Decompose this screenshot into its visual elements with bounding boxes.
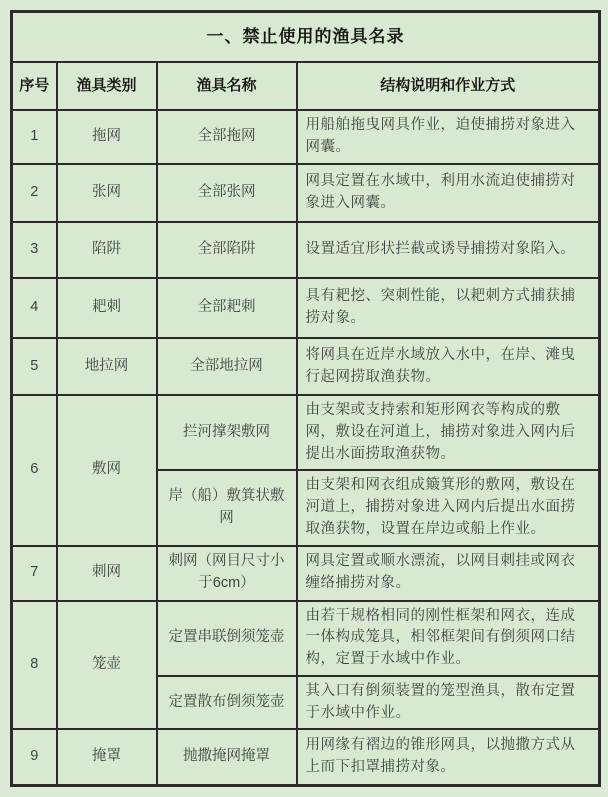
gear-description-cell: 由支架和网衣组成簸箕形的敷网，敷设在河道上，捕捞对象进入网内后提出水面捞取渔获物，设置在岸边或船上作业。 [297,470,600,545]
gear-description-cell: 将网具在近岸水域放入水中，在岸、滩曳行起网捞取渔获物。 [297,338,600,395]
row-number-cell: 7 [12,546,57,601]
gear-description-cell: 网具定置在水域中，利用水流迫使捕捞对象进入网囊。 [297,164,600,222]
gear-name-cell: 拦河撑架敷网 [157,395,297,470]
row-number-cell: 2 [12,164,57,222]
column-header-desc: 结构说明和作业方式 [297,62,600,110]
gear-category-cell: 拖网 [57,110,157,164]
gear-name-cell: 岸（船）敷箕状敷网 [157,470,297,545]
gear-category-cell: 刺网 [57,546,157,601]
gear-description-cell: 设置适宜形状拦截或诱导捕捞对象陷入。 [297,222,600,278]
gear-category-cell: 笼壶 [57,601,157,730]
gear-name-cell: 全部耙刺 [157,278,297,338]
gear-category-cell: 敷网 [57,395,157,546]
row-number-cell: 8 [12,601,57,730]
column-header-no: 序号 [12,62,57,110]
row-number-cell: 4 [12,278,57,338]
gear-description-cell: 由支架或支持索和矩形网衣等构成的敷网，敷设在河道上，捕捞对象进入网内后提出水面捞取渔获物。 [297,395,600,470]
gear-category-cell: 张网 [57,164,157,222]
gear-name-cell: 抛撒掩网掩罩 [157,729,297,785]
row-number-cell: 9 [12,729,57,785]
table-row [12,395,600,470]
table-row [12,546,600,601]
gear-name-cell: 全部地拉网 [157,338,297,395]
gear-name-cell: 全部拖网 [157,110,297,164]
gear-description-cell: 用船舶拖曳网具作业，迫使捕捞对象进入网囊。 [297,110,600,164]
table-row [12,222,600,278]
gear-category-cell: 地拉网 [57,338,157,395]
gear-description-cell: 网具定置或顺水漂流，以网目刺挂或网衣缠络捕捞对象。 [297,546,600,601]
gear-category-cell: 陷阱 [57,222,157,278]
gear-name-cell: 全部张网 [157,164,297,222]
table-row [12,338,600,395]
table-row [12,601,600,676]
table-row [12,164,600,222]
table-row [12,278,600,338]
gear-category-cell: 掩罩 [57,729,157,785]
title-row [12,12,600,63]
table-row [12,729,600,785]
column-header-category: 渔具类别 [57,62,157,110]
prohibited-fishing-gear-table [10,10,601,787]
gear-description-cell: 具有耙挖、突刺性能，以耙刺方式捕获捕捞对象。 [297,278,600,338]
gear-description-cell: 由若干规格相同的刚性框架和网衣，连成一体构成笼具，相邻框架间有倒须网口结构，定置于水域中作业。 [297,601,600,676]
gear-name-cell: 定置串联倒须笼壶 [157,601,297,676]
gear-name-cell: 定置散布倒须笼壶 [157,676,297,730]
gear-name-cell: 刺网（网目尺寸小于6cm） [157,546,297,601]
column-header-name: 渔具名称 [157,62,297,110]
gear-name-cell: 全部陷阱 [157,222,297,278]
table-title: 一、禁止使用的渔具名录 [12,12,600,63]
header-row [12,62,600,110]
row-number-cell: 1 [12,110,57,164]
gear-description-cell: 用网缘有褶边的锥形网具，以抛撒方式从上而下扣罩捕捞对象。 [297,729,600,785]
row-number-cell: 6 [12,395,57,546]
gear-category-cell: 耙刺 [57,278,157,338]
row-number-cell: 5 [12,338,57,395]
table-row [12,110,600,164]
gear-description-cell: 其入口有倒须装置的笼型渔具，散布定置于水域中作业。 [297,676,600,730]
row-number-cell: 3 [12,222,57,278]
